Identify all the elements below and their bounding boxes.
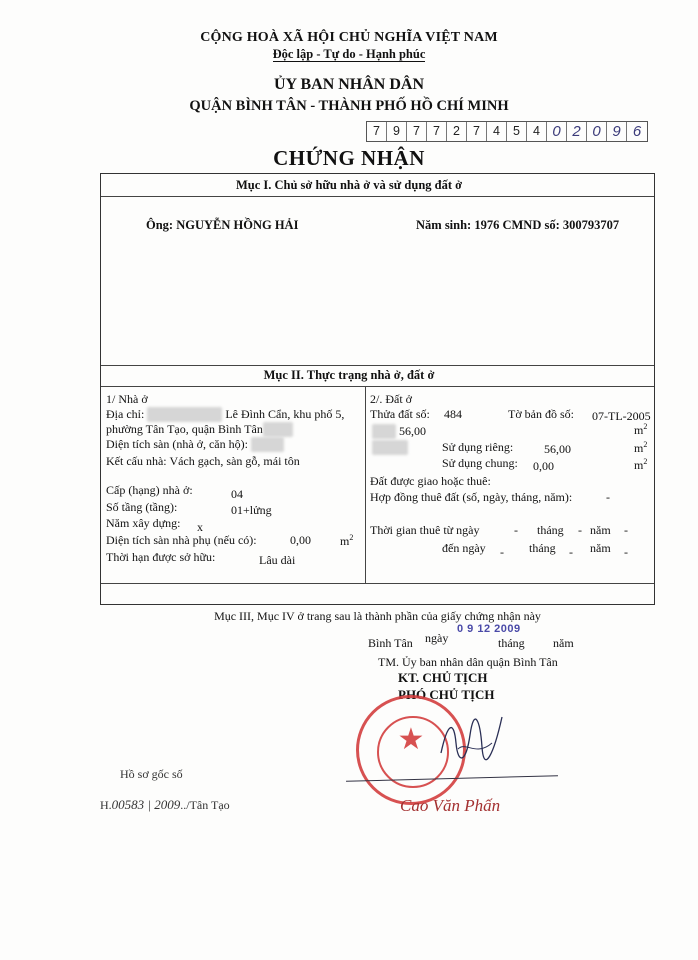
land-parcel-label: Thửa đất số: (370, 407, 430, 421)
signing-day-label: ngày (425, 631, 449, 645)
house-ownership-label: Thời hạn được sở hữu: (106, 550, 216, 564)
land-lease-contract-label: Hợp đồng thuê đất (số, ngày, tháng, năm): (370, 490, 573, 504)
document-title: CHỨNG NHẬN (273, 146, 425, 170)
vice-chair: PHÓ CHỦ TỊCH (398, 687, 495, 702)
issuer-district: QUẬN BÌNH TÂN - THÀNH PHỐ HỒ CHÍ MINH (189, 98, 509, 114)
serial-digit-handwritten: 0 (587, 122, 607, 141)
records-number: H.00583 | 2009../Tân Tạo (100, 797, 230, 812)
land-lease-to-month: tháng (529, 541, 556, 555)
land-lease-from-label: Thời gian thuê từ ngày (370, 523, 480, 537)
serial-digit: 7 (467, 122, 487, 141)
land-private-label: Sử dụng riêng: (442, 440, 514, 454)
land-allocation-label: Đất được giao hoặc thuê: (370, 474, 491, 488)
land-lease-from-dash: - (514, 523, 518, 537)
signer-name: Cao Văn Phấn (400, 796, 501, 815)
land-private-value: 56,00 (544, 442, 571, 456)
signing-year-label: năm (553, 636, 574, 650)
land-lease-from-month: tháng (537, 523, 564, 537)
serial-digit: 7 (427, 122, 447, 141)
land-private-unit: $m^2$ (634, 440, 648, 455)
star-icon: ★ (397, 722, 425, 757)
land-lease-to-label: đến ngày (442, 541, 486, 555)
house-ownership-value: Lâu dài (259, 553, 296, 567)
footer-note: Mục III, Mục IV ở trang sau là thành phần của giấy chứng nhận này (214, 609, 541, 623)
serial-digit-handwritten: 2 (567, 122, 587, 141)
land-area-blurred (372, 440, 408, 455)
section2-heading: Mục II. Thực trạng nhà ở, đất ở (263, 368, 435, 382)
serial-digit: 5 (507, 122, 527, 141)
land-lease-to-dash2: - (569, 545, 573, 559)
signing-month-label: tháng (498, 636, 525, 650)
house-aux-area-label: Diện tích sàn nhà phụ (nếu có): (106, 533, 257, 547)
for-chair: KT. CHỦ TỊCH (398, 670, 488, 685)
house-heading: 1/ Nhà ở (106, 392, 148, 406)
land-heading: 2/. Đất ở (370, 392, 413, 406)
land-lease-contract-value: - (606, 490, 610, 504)
serial-digit: 4 (487, 122, 507, 141)
land-lease-to-dash: - (500, 545, 504, 559)
serial-digit: 2 (447, 122, 467, 141)
serial-number (366, 121, 648, 142)
serial-digit-handwritten: 0 (547, 122, 567, 141)
section1-heading: Mục I. Chủ sở hữu nhà ở và sử dụng đất ở (235, 178, 463, 192)
issuer-name: ỦY BAN NHÂN DÂN (273, 76, 425, 93)
serial-digit: 9 (387, 122, 407, 141)
land-shared-label: Sử dụng chung: (442, 456, 518, 470)
house-aux-area-unit: $m^2$ (340, 533, 354, 548)
national-motto: Độc lập - Tự do - Hạnh phúc (272, 47, 426, 61)
land-area: 56,00 (372, 424, 426, 439)
land-lease-from-dash2: - (578, 523, 582, 537)
house-address: Địa chỉ: Lê Đình Cẩn, khu phố 5, (106, 407, 345, 421)
serial-digit: 7 (407, 122, 427, 141)
house-aux-area-value: 0,00 (290, 533, 311, 547)
land-lease-to-year: năm (590, 541, 611, 555)
land-map-value: 07-TL-2005 (592, 409, 651, 423)
serial-digit: 4 (527, 122, 547, 141)
land-area-unit: $m^2$ (634, 422, 648, 437)
house-year-value: x (197, 520, 203, 534)
land-lease-to-dash3: - (624, 545, 628, 559)
owner-name: Ông: NGUYỄN HỒNG HẢI (146, 218, 299, 232)
house-year-label: Năm xây dựng: (106, 516, 181, 530)
serial-digit: 7 (367, 122, 387, 141)
land-shared-value: 0,00 (533, 459, 554, 473)
owner-birth-id: Năm sinh: 1976 CMND số: 300793707 (416, 218, 620, 232)
records-label: Hồ sơ gốc số (120, 767, 183, 781)
on-behalf: TM. Ủy ban nhân dân quận Bình Tân (378, 655, 558, 669)
country-name: CỘNG HOÀ XÃ HỘI CHỦ NGHĨA VIỆT NAM (200, 30, 498, 45)
date-stamp: 0 9 12 2009 (457, 623, 521, 635)
serial-digit-handwritten: 9 (607, 122, 627, 141)
signature-scribble (436, 713, 506, 768)
house-grade-value: 04 (231, 487, 243, 501)
land-lease-from-dash3: - (624, 523, 628, 537)
house-structure: Kết cấu nhà: Vách gạch, sàn gỗ, mái tôn (106, 454, 300, 468)
signing-place: Bình Tân (368, 636, 413, 650)
land-lease-from-year: năm (590, 523, 611, 537)
house-floors-value: 01+lửng (231, 503, 272, 517)
house-address-line2: phường Tân Tạo, quận Bình Tân (106, 422, 293, 437)
house-floors-label: Số tầng (tầng): (106, 500, 178, 514)
serial-digit-handwritten: 6 (632, 123, 642, 140)
house-grade-label: Cấp (hạng) nhà ở: (106, 483, 193, 497)
house-floor-area: Diện tích sàn (nhà ở, căn hộ): (106, 437, 284, 452)
land-shared-unit: $m^2$ (634, 457, 648, 472)
land-parcel-value: 484 (444, 407, 462, 421)
land-map-label: Tờ bản đồ số: (508, 407, 575, 421)
